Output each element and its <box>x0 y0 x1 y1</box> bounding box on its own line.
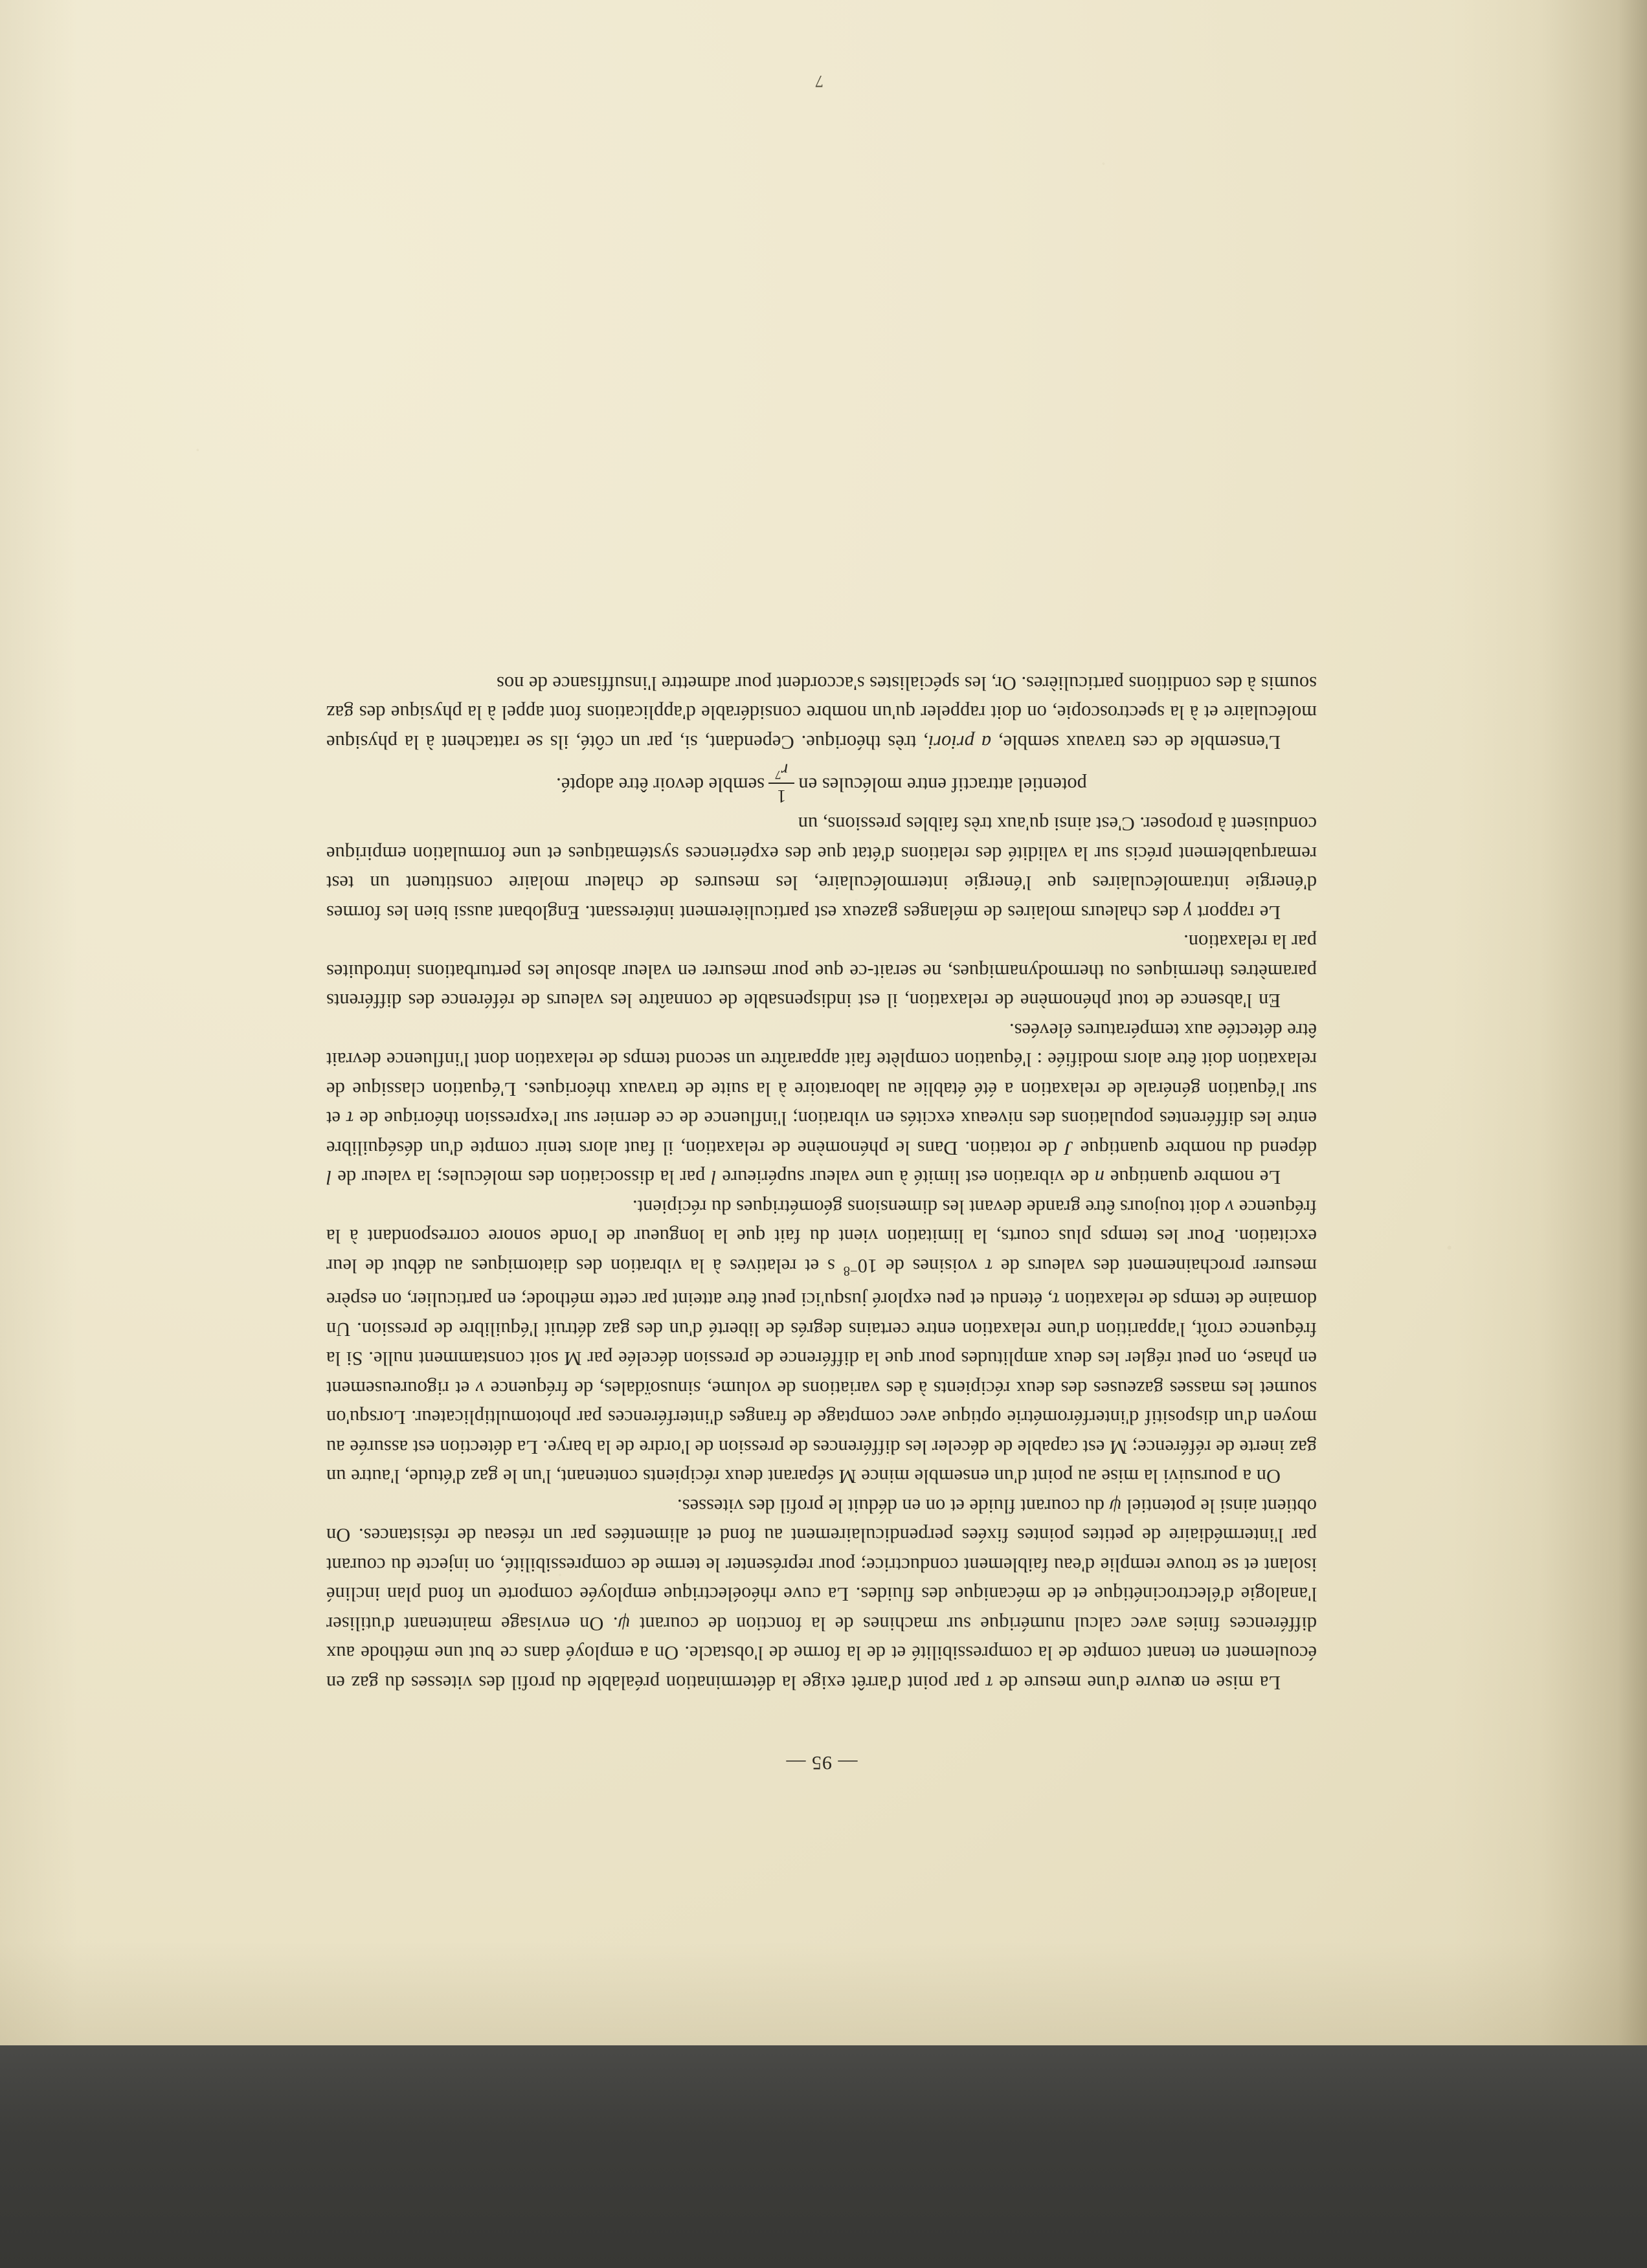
paragraph-7 <box>326 668 1317 757</box>
page-number: — 95 — <box>785 1752 858 1773</box>
fraction-denominator: $r^7$ <box>774 760 789 782</box>
paragraph-2-text: On a poursuivi la mise au point d'un ensemble mince M séparant deux récipients contenant, l'un le gaz d'étude, l'autre un gaz inerte de référence; M est capable de déceler les différences de pression de l'ordre de la barye. La détection est assurée au moyen d'un dispositif d'interférométrie optique avec comptage de franges d'interférences par photomultiplicateur. Lorsqu'on soumet les masses gazeuses des deux récipients à des variations de volume, sinusoïdales, de fréquence ν et rigoureusement en phase, on peut régler les deux amplitudes pour que la différence de pression décelée par M soit constamment nulle. Si la fréquence croît, l'apparition d'une relaxation entre certains degrés de liberté d'un des gaz détruit l'équilibre de pression. Un domaine de temps de relaxation τ, étendu et peu exploré jusqu'ici peut être atteint par cette méthode; en particulier, on espère mesurer prochainement des valeurs de τ voisines de $10^{-8}$ s et relatives à la vibration des diatomiques au début de leur excitation. Pour les temps plus courts, la limitation vient du fait que la longueur de l'onde sonore correspondant à la fréquence ν doit toujours être grande devant les dimensions géométriques du récipient. <box>326 1195 1317 1488</box>
paragraph-1-text: La mise en œuvre d'une mesure de τ par point d'arrêt exige la détermination préalable du profil des vitesses du gaz en écoulement en tenant compte de la compressibilité et de la forme de l'obstacle. On a employé dans ce but une méthode aux différences finies avec calcul numérique sur machines de la fonction de courant ψ. On envisage maintenant d'utiliser l'analogie d'électrocinétique et de mécanique des fluides. La cuve rhéoélectrique employée comporte un fond plan incliné isolant et se trouve remplie d'eau faiblement conductrice; pour représenter le terme de compressibilité, on injecte du courant par l'intermédiaire de petites pointes fixées perpendiculairement au fond et alimentées par un réseau de résistances. On obtient ainsi le potentiel ψ du courant fluide et on en déduit le profil des vitesses. <box>326 1495 1317 1694</box>
fraction-bar <box>768 783 794 784</box>
paragraph-3 <box>326 1015 1317 1192</box>
paragraph-3-text: Le nombre quantique n de vibration est limité à une valeur supérieure l par la dissociation des molécules; la valeur de l dépend du nombre quantique J de rotation. Dans le phénomène de relaxation, il faut alors tenir compte d'un déséquilibre entre les différentes populations des niveaux excités en vibration; l'influence de ce dernier sur l'expression théorique de τ et sur l'équation générale de relaxation a été établie au laboratoire à la suite de travaux théoriques. L'équation classique de relaxation doit être alors modifiée : l'équation complète fait apparaître un second temps de relaxation dont l'influence devrait être détectée aux températures élevées. <box>326 1019 1317 1189</box>
paragraph-4 <box>326 927 1317 1016</box>
inverse-r7-fraction <box>768 761 794 805</box>
formula-lead-text: potentiel attractif entre molécules en <box>798 773 1087 796</box>
paragraph-4-text: En l'absence de tout phénomène de relaxation, il est indispensable de connaître les valeurs de référence des différents paramètres thermiques ou thermodynamiques, ne serait-ce que pour mesurer en valeur absolue les perturbations introduites par la relaxation. <box>326 931 1317 1012</box>
paragraph-2 <box>326 1192 1317 1491</box>
paragraph-7-text: L'ensemble de ces travaux semble, a priori, très théorique. Cependant, si, par un côté, ils se rattachent à la physique moléculaire et à la spectroscopie, on doit rappeler qu'un nombre considérable d'applications font appel à la physique des gaz soumis à des conditions particulières. Or, les spécialistes s'accordent pour admettre l'insuffisance de nos <box>326 672 1317 753</box>
paragraph-1 <box>326 1491 1317 1698</box>
fraction-denominator-exponent: 7 <box>774 768 781 782</box>
paragraph-5 <box>326 809 1317 927</box>
folio-mark: 7 <box>815 72 824 91</box>
paragraph-5-text: Le rapport γ des chaleurs molaires de mélanges gazeux est particulièrement intéressant. Englobant aussi bien les formes d'énergie intramoléculaires que l'énergie intermoléculaire, les mesures de chaleur molaire constituent un test remarquablement précis sur la validité des relations d'état que des expériences systématiques et une formulation empirique conduisent à proposer. C'est ainsi qu'aux très faibles pressions, un <box>326 813 1317 924</box>
fraction-numerator: 1 <box>777 785 787 806</box>
scanner-background <box>0 2045 1647 2268</box>
formula-tail-text: semble devoir être adopté. <box>556 773 765 796</box>
formula-paragraph <box>326 761 1317 805</box>
page-text-block <box>326 668 1317 1773</box>
